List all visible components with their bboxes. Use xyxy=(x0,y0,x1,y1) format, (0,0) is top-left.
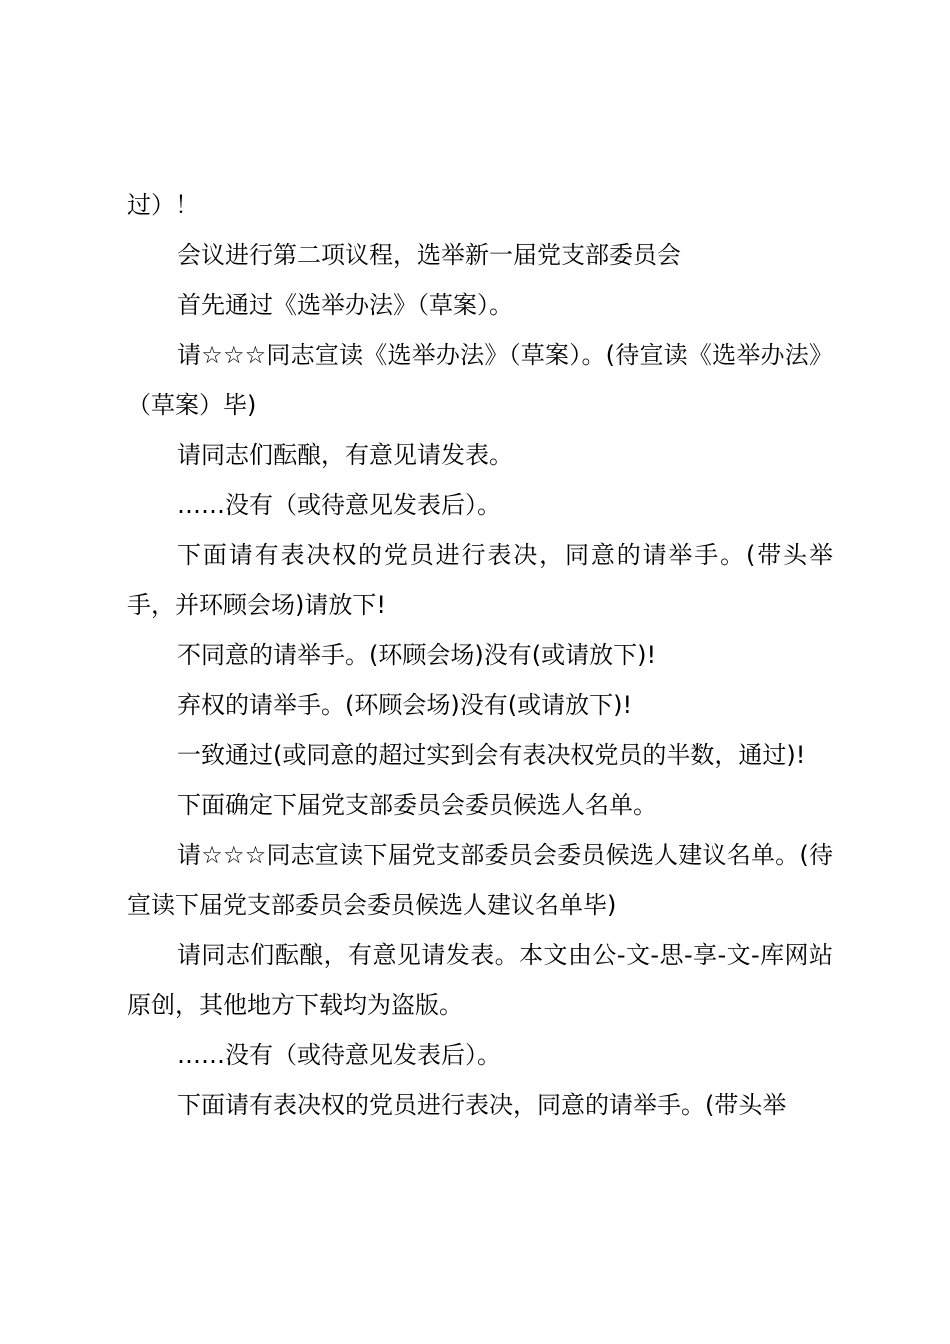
paragraph-14: ……没有（或待意见发表后）。 xyxy=(177,1041,501,1069)
paragraph-8: 不同意的请举手。(环顾会场)没有(或请放下)! xyxy=(177,641,657,669)
paragraph-6: ……没有（或待意见发表后）。 xyxy=(177,491,501,519)
paragraph-12: 请☆☆☆同志宣读下届党支部委员会委员候选人建议名单。(待宣读下届党支部委员会委员候选人建议名单毕) xyxy=(127,841,833,919)
paragraph-5: 请同志们酝酿，有意见请发表。 xyxy=(177,441,513,469)
paragraph-10: 一致通过(或同意的超过实到会有表决权党员的半数，通过)! xyxy=(177,741,806,769)
paragraph-7: 下面请有表决权的党员进行表决，同意的请举手。(带头举手，并环顾会场)请放下! xyxy=(127,541,833,619)
paragraph-11: 下面确定下届党支部委员会委员候选人名单。 xyxy=(177,791,657,819)
paragraph-3: 首先通过《选举办法》（草案）。 xyxy=(177,291,513,319)
paragraph-15: 下面请有表决权的党员进行表决，同意的请举手。(带头举 xyxy=(177,1091,787,1119)
paragraph-13: 请同志们酝酿，有意见请发表。本文由公-文-思-享-文-库网站原创，其他地方下载均为盗版。 xyxy=(127,941,833,1019)
paragraph-4: 请☆☆☆同志宣读《选举办法》（草案）。(待宣读《选举办法》（草案）毕) xyxy=(127,341,833,419)
paragraph-9: 弃权的请举手。(环顾会场)没有(或请放下)! xyxy=(177,691,633,719)
paragraph-2: 会议进行第二项议程，选举新一届党支部委员会 xyxy=(177,241,681,269)
document-body xyxy=(127,180,833,1130)
paragraph-1: 过）！ xyxy=(127,191,199,219)
